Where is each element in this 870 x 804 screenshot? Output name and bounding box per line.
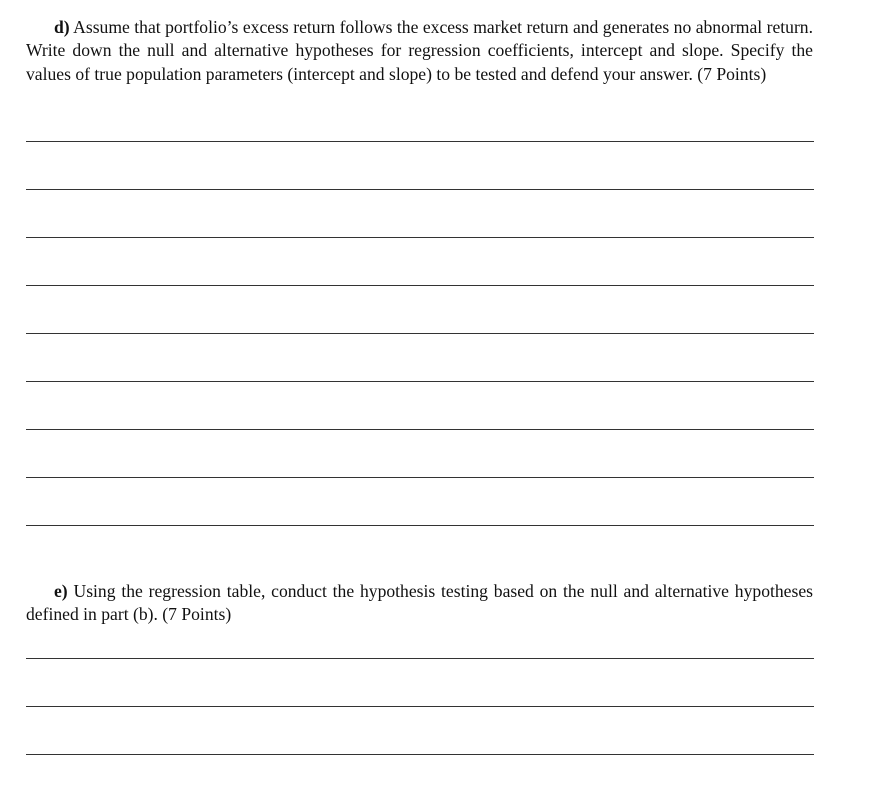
answer-line-d-1 [26,141,814,142]
question-d-text: Assume that portfolio’s excess return follows the excess market return and generates no abnormal return. Write down the null and alternative hypotheses for regression coefficients, intercept and slope. Specify the values of true population parameters (intercept and slope) to be tested and defend your answer. (7 Points) [26,17,813,84]
answer-line-e-1 [26,658,814,659]
answer-line-e-3 [26,754,814,755]
answer-line-e-2 [26,706,814,707]
answer-line-d-2 [26,189,814,190]
question-e-label: e) [54,581,68,601]
question-e-text: Using the regression table, conduct the hypothesis testing based on the null and alternative hypotheses defined in part (b). (7 Points) [26,581,813,625]
answer-line-d-8 [26,477,814,478]
answer-line-d-3 [26,237,814,238]
answer-line-d-5 [26,333,814,334]
question-d-body [26,16,813,86]
answer-line-d-9 [26,525,814,526]
question-d [26,16,813,86]
answer-line-d-4 [26,285,814,286]
answer-line-d-6 [26,381,814,382]
question-d-label: d) [54,17,70,37]
question-e-body [26,580,813,627]
question-e [26,580,813,627]
answer-line-d-7 [26,429,814,430]
